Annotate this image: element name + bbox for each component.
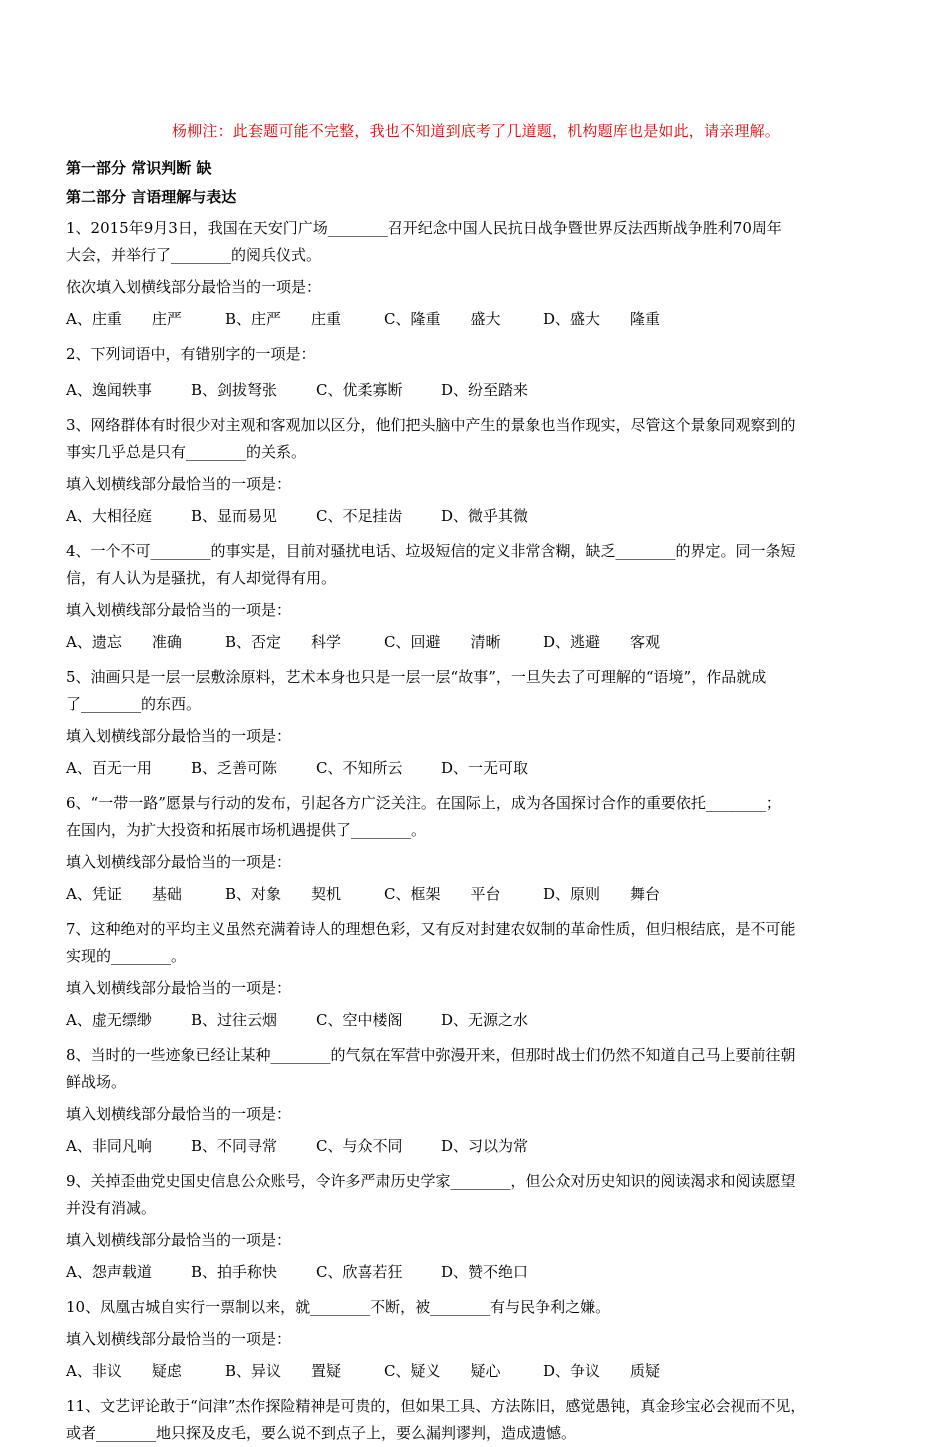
question-stem (66, 664, 886, 718)
question-stem-line: 4、一个不可________的事实是，目前对骚扰电话、垃圾短信的定义非常含糊，缺乏________的界定。同一条短 (66, 542, 796, 560)
question-instruction: 填入划横线部分最恰当的一项是： (66, 1105, 292, 1123)
question-instruction: 填入划横线部分最恰当的一项是： (66, 1231, 292, 1249)
question-stem (66, 1168, 886, 1222)
answer-options (66, 1010, 886, 1030)
question-instruction: 填入划横线部分最恰当的一项是： (66, 979, 292, 997)
question-10 (66, 1294, 886, 1381)
answer-option-c: C、优柔寡断 (316, 381, 403, 399)
question-6 (66, 790, 886, 904)
question-8 (66, 1042, 886, 1156)
question-stem-line: 10、凤凰古城自实行一票制以来，就________不断，被________有与民争利之嫌。 (66, 1298, 611, 1316)
answer-option-d: D、习以为常 (441, 1137, 529, 1155)
question-stem-line: 5、油画只是一层一层敷涂原料，艺术本身也只是一层一层“故事”，一旦失去了可理解的“语境”，作品就成 (66, 668, 767, 686)
question-stem (66, 341, 886, 368)
question-stem-line: 9、关掉歪曲党史国史信息公众账号，令许多严肃历史学家________，但公众对历史知识的阅读渴求和阅读愿望 (66, 1172, 796, 1190)
answer-option-b: B、拍手称快 (191, 1263, 278, 1281)
question-instruction: 填入划横线部分最恰当的一项是： (66, 475, 292, 493)
question-stem (66, 215, 886, 269)
answer-options (66, 884, 886, 904)
answer-option-b: B、显而易见 (191, 507, 278, 525)
answer-option-b: B、否定 科学 (225, 633, 342, 651)
question-1 (66, 215, 886, 329)
answer-option-c: C、欣喜若狂 (316, 1263, 403, 1281)
answer-option-d: D、无源之水 (441, 1011, 529, 1029)
answer-option-a: A、逸闻轶事 (66, 381, 152, 399)
question-stem-line: 在国内，为扩大投资和拓展市场机遇提供了________。 (66, 821, 427, 839)
question-stem-line: 并没有消减。 (66, 1199, 157, 1217)
question-stem (66, 1294, 886, 1321)
question-2 (66, 341, 886, 400)
question-stem-line: 1、2015年9月3日，我国在天安门广场________召开纪念中国人民抗日战争暨世界反法西斯战争胜利70周年 (66, 219, 782, 237)
answer-option-a: A、大相径庭 (66, 507, 152, 525)
answer-option-c: C、隆重 盛大 (384, 310, 501, 328)
answer-option-d: D、微乎其微 (441, 507, 529, 525)
answer-options (66, 758, 886, 778)
answer-option-d: D、赞不绝口 (441, 1263, 529, 1281)
answer-option-a: A、凭证 基础 (66, 885, 182, 903)
answer-option-b: B、剑拔弩张 (191, 381, 278, 399)
answer-options (66, 1262, 886, 1282)
answer-option-a: A、遗忘 准确 (66, 633, 182, 651)
question-stem-line: 7、这种绝对的平均主义虽然充满着诗人的理想色彩，又有反对封建农奴制的革命性质，但归根结底，是不可能 (66, 920, 796, 938)
question-stem-line: 2、下列词语中，有错别字的一项是： (66, 345, 316, 363)
answer-options (66, 506, 886, 526)
answer-option-a: A、虚无缥缈 (66, 1011, 152, 1029)
answer-option-d: D、争议 质疑 (543, 1362, 661, 1380)
question-stem (66, 790, 886, 844)
answer-option-b: B、庄严 庄重 (225, 310, 342, 328)
question-5 (66, 664, 886, 778)
answer-option-a: A、庄重 庄严 (66, 310, 182, 328)
answer-option-a: A、怨声载道 (66, 1263, 152, 1281)
answer-option-b: B、不同寻常 (191, 1137, 278, 1155)
answer-options (66, 380, 886, 400)
question-stem-line: 或者________地只探及皮毛，要么说不到点子上，要么漏判谬判，造成遗憾。 (66, 1424, 577, 1442)
question-7 (66, 916, 886, 1030)
answer-options (66, 309, 886, 329)
answer-option-c: C、不足挂齿 (316, 507, 403, 525)
question-instruction: 填入划横线部分最恰当的一项是： (66, 853, 292, 871)
question-stem-line: 大会，并举行了________的阅兵仪式。 (66, 246, 322, 264)
question-stem (66, 412, 886, 466)
question-stem-line: 8、当时的一些迹象已经让某种________的气氛在军营中弥漫开来，但那时战士们仍然不知道自己马上要前往朝 (66, 1046, 796, 1064)
question-stem-line: 实现的________。 (66, 947, 187, 965)
answer-options (66, 1136, 886, 1156)
answer-option-c: C、回避 清晰 (384, 633, 501, 651)
answer-option-b: B、过往云烟 (191, 1011, 278, 1029)
answer-option-c: C、框架 平台 (384, 885, 501, 903)
answer-option-d: D、盛大 隆重 (543, 310, 661, 328)
question-stem-line: 了________的东西。 (66, 695, 202, 713)
question-stem-line: 11、文艺评论敢于“问津”杰作探险精神是可贵的，但如果工具、方法陈旧，感觉愚钝，真金珍宝必会视而不见， (66, 1397, 806, 1415)
answer-option-d: D、一无可取 (441, 759, 529, 777)
answer-option-d: D、原则 舞台 (543, 885, 661, 903)
answer-option-c: C、空中楼阁 (316, 1011, 403, 1029)
answer-option-d: D、纷至踏来 (441, 381, 529, 399)
document-page (66, 120, 886, 1447)
question-3 (66, 412, 886, 526)
answer-options (66, 632, 886, 652)
answer-option-c: C、不知所云 (316, 759, 403, 777)
question-9 (66, 1168, 886, 1282)
answer-option-b: B、乏善可陈 (191, 759, 278, 777)
answer-option-a: A、非同凡响 (66, 1137, 152, 1155)
answer-option-a: A、百无一用 (66, 759, 152, 777)
question-stem (66, 538, 886, 592)
answer-options (66, 1361, 886, 1381)
question-instruction: 填入划横线部分最恰当的一项是： (66, 1330, 292, 1348)
question-stem-line: 6、“一带一路”愿景与行动的发布，引起各方广泛关注。在国际上，成为各国探讨合作的重要依托________； (66, 794, 781, 812)
question-11 (66, 1393, 886, 1447)
question-stem-line: 鲜战场。 (66, 1073, 127, 1091)
question-instruction: 填入划横线部分最恰当的一项是： (66, 727, 292, 745)
answer-option-c: C、疑义 疑心 (384, 1362, 501, 1380)
answer-option-d: D、逃避 客观 (543, 633, 661, 651)
question-instruction: 填入划横线部分最恰当的一项是： (66, 601, 292, 619)
question-list (66, 215, 886, 1447)
section-heading-2: 第二部分 言语理解与表达 (66, 188, 237, 206)
answer-option-c: C、与众不同 (316, 1137, 403, 1155)
question-stem-line: 事实几乎总是只有________的关系。 (66, 443, 307, 461)
answer-option-b: B、对象 契机 (225, 885, 342, 903)
question-4 (66, 538, 886, 652)
answer-option-b: B、异议 置疑 (225, 1362, 342, 1380)
question-instruction: 依次填入划横线部分最恰当的一项是： (66, 278, 322, 296)
question-stem (66, 1393, 886, 1447)
answer-option-a: A、非议 疑虑 (66, 1362, 182, 1380)
question-stem-line: 信，有人认为是骚扰，有人却觉得有用。 (66, 569, 337, 587)
question-stem-line: 3、网络群体有时很少对主观和客观加以区分，他们把头脑中产生的景象也当作现实，尽管这个景象同观察到的 (66, 416, 796, 434)
editor-note: 杨柳注：此套题可能不完整，我也不知道到底考了几道题，机构题库也是如此，请亲理解。 (171, 122, 780, 140)
section-heading-1: 第一部分 常识判断 缺 (66, 159, 212, 177)
question-stem (66, 916, 886, 970)
question-stem (66, 1042, 886, 1096)
